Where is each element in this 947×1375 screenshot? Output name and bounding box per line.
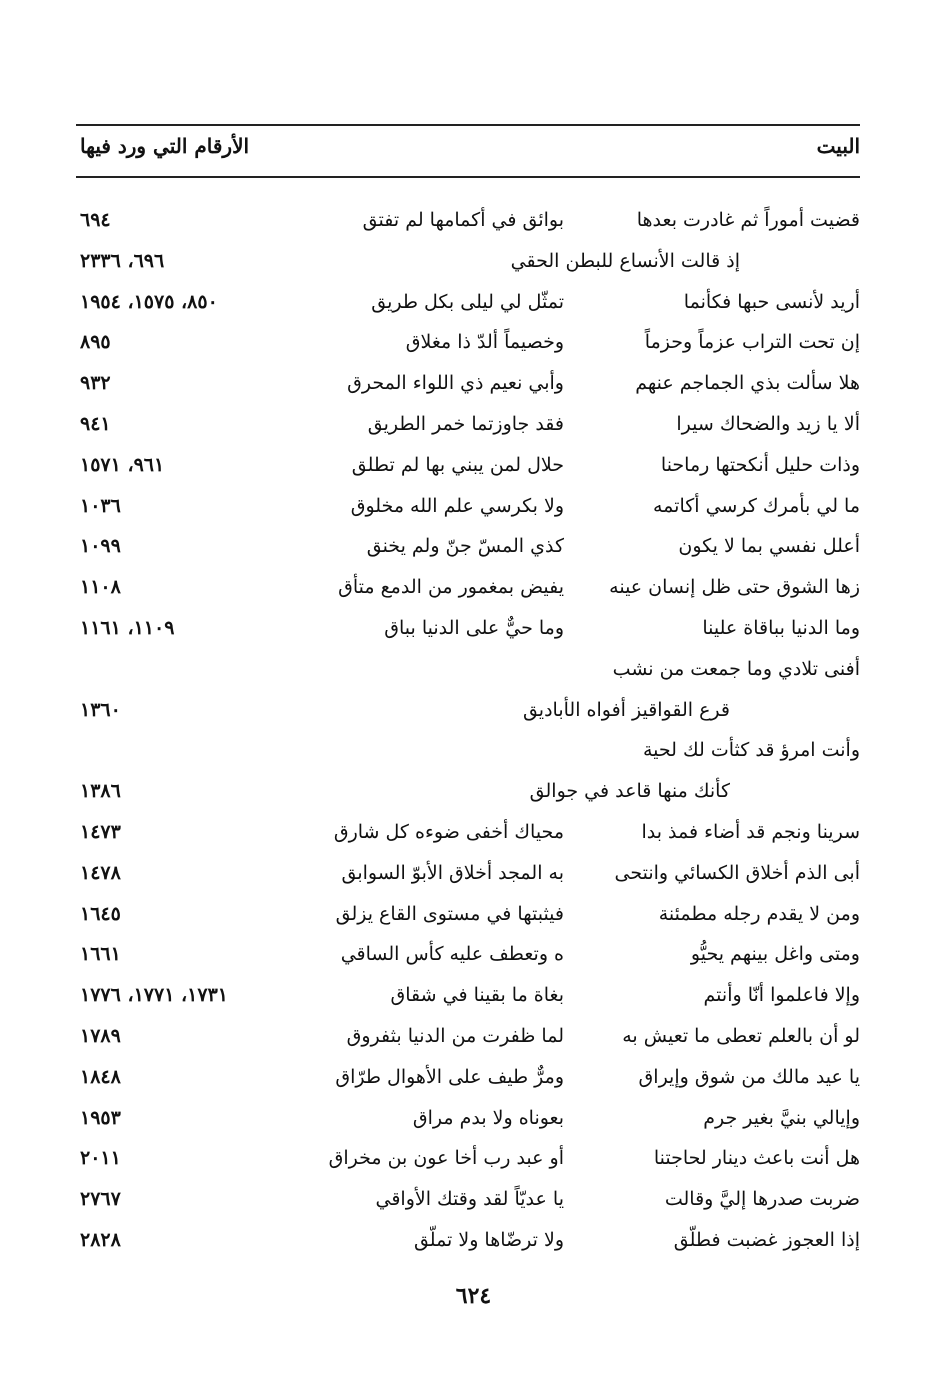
table-row bbox=[76, 363, 860, 404]
table-row bbox=[76, 812, 860, 853]
table-row bbox=[76, 486, 860, 527]
table-row bbox=[76, 934, 860, 975]
reference-numbers: ١٦٤٥ bbox=[80, 902, 121, 925]
second-hemistich: ه وتعطف عليه كأس الساقي bbox=[340, 943, 564, 966]
first-hemistich: ألا يا زيد والضحاك سيرا bbox=[676, 412, 860, 435]
page-number: ٦٢٤ bbox=[455, 1283, 492, 1309]
reference-numbers: ١٤٧٣ bbox=[80, 820, 121, 843]
reference-numbers: ١٦٦١ bbox=[80, 943, 121, 966]
table-header bbox=[76, 130, 860, 172]
second-hemistich: حلال لمن يبني بها لم تطلق bbox=[351, 453, 564, 476]
second-hemistich: كأنك منها قاعد في جوالق bbox=[529, 780, 730, 803]
table-row bbox=[76, 608, 860, 649]
second-hemistich: كذي المسّ جنّ ولم يخنق bbox=[366, 535, 564, 558]
first-hemistich: هل أنت باعث دينار لحاجتنا bbox=[653, 1147, 860, 1170]
reference-numbers: ١٧٣١، ١٧٧١، ١٧٧٦ bbox=[80, 984, 228, 1007]
first-hemistich: أفنى تلادي وما جمعت من نشب bbox=[612, 657, 860, 680]
second-hemistich: بغاة ما بقينا في شقاق bbox=[390, 984, 564, 1007]
table-row bbox=[76, 649, 860, 690]
table-row bbox=[76, 1057, 860, 1098]
numbers-column-heading: الأرقام التي ورد فيها bbox=[80, 134, 250, 158]
first-hemistich: ضربت صدرها إليَّ وقالت bbox=[664, 1188, 860, 1211]
first-hemistich: وإلا فاعلموا أنّا وأنتم bbox=[703, 984, 860, 1007]
second-hemistich: محياك أخفى ضوءه كل شارق bbox=[333, 820, 564, 843]
second-hemistich: يفيض بمغمور من الدمع متأق bbox=[338, 576, 564, 599]
table-row bbox=[76, 1138, 860, 1179]
second-hemistich: فيثبتها في مستوى القاع يزلق bbox=[335, 902, 564, 925]
table-row bbox=[76, 690, 860, 731]
table-row bbox=[76, 282, 860, 323]
reference-numbers: ٨٩٥ bbox=[80, 331, 111, 354]
reference-numbers: ٢٠١١ bbox=[80, 1147, 121, 1170]
reference-numbers: ٨٥٠، ١٥٧٥، ١٩٥٤ bbox=[80, 290, 218, 313]
second-hemistich: أو عبد رب أخا عون بن مخراق bbox=[328, 1147, 564, 1170]
second-hemistich: قرع القواقيز أفواه الأباديق bbox=[522, 698, 730, 721]
table-row bbox=[76, 322, 860, 363]
table-row bbox=[76, 1098, 860, 1139]
table-row bbox=[76, 241, 860, 282]
first-hemistich: أبى الذم أخلاق الكسائي وانتحى bbox=[614, 861, 860, 884]
first-hemistich: ومتى واغل بينهم يحيُّو bbox=[690, 943, 860, 966]
second-hemistich: وخصيماً ألدّ ذا مغلاق bbox=[405, 331, 564, 354]
reference-numbers: ٢٧٦٧ bbox=[80, 1188, 121, 1211]
table-row bbox=[76, 445, 860, 486]
first-hemistich: هلا سألت بذي الجماجم عنهم bbox=[635, 372, 860, 395]
second-hemistich: تمثّل لي ليلى بكل طريق bbox=[371, 290, 564, 313]
first-hemistich: وذات حليل أنكحتها رماحنا bbox=[660, 453, 860, 476]
reference-numbers: ١٠٩٩ bbox=[80, 535, 121, 558]
second-hemistich: ولا ترضّاها ولا تملّق bbox=[413, 1228, 564, 1251]
first-hemistich: أعلل نفسي بما لا يكون bbox=[678, 535, 860, 558]
second-hemistich: ومرٌّ طيف على الأهوال طرّاق bbox=[335, 1065, 564, 1088]
second-hemistich: ولا بكرسي علم الله مخلوق bbox=[350, 494, 564, 517]
reference-numbers: ٢٨٢٨ bbox=[80, 1228, 121, 1251]
first-hemistich: لو أن بالعلم تعطى ما تعيش به bbox=[622, 1024, 860, 1047]
first-hemistich: وأنت امرؤ قد كثأت لك لحية bbox=[643, 739, 860, 762]
verse-column-heading: البيت bbox=[816, 134, 860, 158]
reference-numbers: ١٤٧٨ bbox=[80, 861, 121, 884]
table-row bbox=[76, 526, 860, 567]
second-hemistich: يا عديّاً لقد وقتك الأواقي bbox=[375, 1188, 564, 1211]
first-hemistich: أريد لأنسى حبها فكأنما bbox=[683, 290, 860, 313]
first-hemistich: زها الشوق حتى ظل إنسان عينه bbox=[609, 576, 860, 599]
second-hemistich: بعوناه ولا بدم مراق bbox=[412, 1106, 564, 1129]
header-top-rule bbox=[76, 124, 860, 126]
table-row bbox=[76, 853, 860, 894]
first-hemistich: ما لي بأمرك كرسي أكاتمه bbox=[652, 494, 860, 517]
reference-numbers: ١٧٨٩ bbox=[80, 1024, 121, 1047]
reference-numbers: ١٠٣٦ bbox=[80, 494, 121, 517]
table-row bbox=[76, 1220, 860, 1261]
second-hemistich: وأبي نعيم ذي اللواء المحرق bbox=[347, 372, 564, 395]
second-hemistich: به المجد أخلاق الأبوّ السوابق bbox=[341, 861, 564, 884]
table-row bbox=[76, 894, 860, 935]
reference-numbers: ١٨٤٨ bbox=[80, 1065, 121, 1088]
table-row bbox=[76, 730, 860, 771]
first-hemistich: وإيالي بنيَّ بغير جرم bbox=[703, 1106, 860, 1129]
verse-index-table bbox=[76, 200, 860, 1261]
reference-numbers: ٩٣٢ bbox=[80, 372, 111, 395]
second-hemistich: بوائق في أكمامها لم تفتق bbox=[362, 209, 564, 231]
table-row bbox=[76, 200, 860, 241]
first-hemistich: سرينا ونجم قد أضاء فمذ بدا bbox=[641, 820, 860, 843]
reference-numbers: ٩٤١ bbox=[80, 412, 111, 435]
table-row bbox=[76, 771, 860, 812]
reference-numbers: ١٩٥٣ bbox=[80, 1106, 121, 1129]
reference-numbers: ٦٩٦، ٢٣٣٦ bbox=[80, 249, 165, 272]
first-hemistich: إن تحت التراب عزماً وحزماً bbox=[644, 331, 860, 354]
reference-numbers: ١٣٨٦ bbox=[80, 780, 121, 803]
first-hemistich: إذا العجوز غضبت فطلّق bbox=[673, 1228, 860, 1251]
table-row bbox=[76, 975, 860, 1016]
first-hemistich: يا عيد مالك من شوق وإيراق bbox=[638, 1065, 860, 1088]
reference-numbers: ١١٠٩، ١١٦١ bbox=[80, 616, 175, 639]
second-hemistich: لما ظفرت من الدنيا بثفروق bbox=[346, 1024, 564, 1047]
second-hemistich: فقد جاوزتما خمر الطريق bbox=[367, 412, 564, 435]
reference-numbers: ١٣٦٠ bbox=[80, 698, 121, 721]
table-row bbox=[76, 1016, 860, 1057]
first-hemistich: وما الدنيا بباقاة علينا bbox=[702, 616, 860, 639]
reference-numbers: ١١٠٨ bbox=[80, 576, 121, 599]
reference-numbers: ٦٩٤ bbox=[80, 209, 111, 231]
first-hemistich: ومن لا يقدم رجله مطمئنة bbox=[658, 902, 860, 925]
first-hemistich: قضيت أموراً ثم غادرت بعدها bbox=[636, 209, 860, 231]
table-row bbox=[76, 567, 860, 608]
reference-numbers: ٩٦١، ١٥٧١ bbox=[80, 453, 165, 476]
header-bottom-rule bbox=[76, 176, 860, 178]
table-row bbox=[76, 1179, 860, 1220]
first-hemistich: إذ قالت الأنساع للبطن الحقي bbox=[510, 249, 740, 272]
table-row bbox=[76, 404, 860, 445]
second-hemistich: وما حيٌّ على الدنيا بباق bbox=[384, 616, 564, 639]
